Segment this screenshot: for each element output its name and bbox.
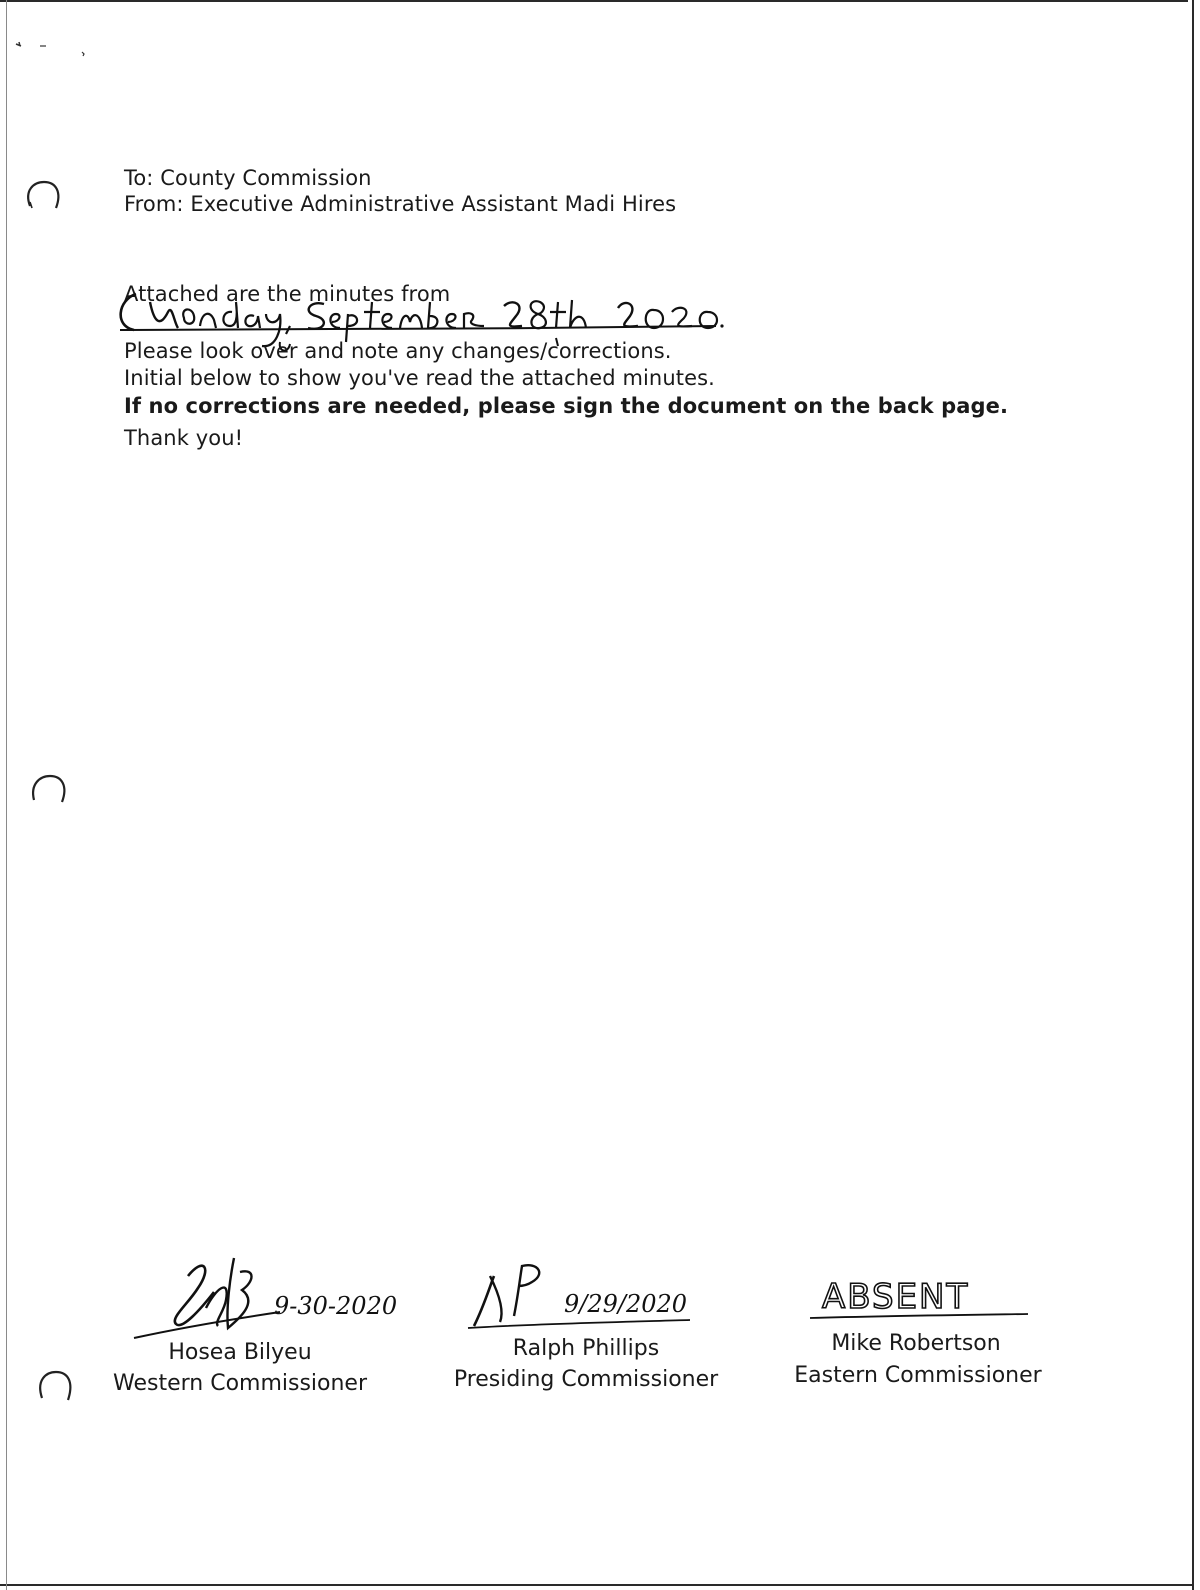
memo-sign-instruction: If no corrections are needed, please sign the document on the back page. <box>124 394 1009 418</box>
mike-robertson-title: Eastern Commissioner <box>794 1363 1042 1388</box>
absent-handwritten-text: ABSENT <box>822 1277 970 1317</box>
memo-look-over-line: Please look over and note any changes/corrections. <box>124 339 672 363</box>
mike-robertson-absent-mark <box>808 1270 1038 1332</box>
memo-attached-line: Attached are the minutes from <box>124 282 451 306</box>
ralph-phillips-signature <box>460 1256 710 1336</box>
memo-to-line: To: County Commission <box>124 166 372 190</box>
page-border-top <box>0 0 1188 2</box>
ralph-phillips-name: Ralph Phillips <box>512 1336 660 1361</box>
scan-specks <box>12 36 92 66</box>
memo-initial-line: Initial below to show you've read the attached minutes. <box>124 366 715 390</box>
memo-from-line: From: Executive Administrative Assistant Madi Hires <box>124 192 677 216</box>
page-border-left <box>6 0 7 1590</box>
page-border-bottom <box>0 1584 1194 1586</box>
hosea-bilyeu-name: Hosea Bilyeu <box>168 1340 312 1365</box>
ralph-phillips-title: Presiding Commissioner <box>453 1367 719 1392</box>
hole-punch-mark <box>22 178 62 218</box>
page-border-right <box>1192 0 1194 1590</box>
ralph-phillips-signed-date: 9/29/2020 <box>564 1290 688 1318</box>
hosea-bilyeu-title: Western Commissioner <box>112 1371 368 1396</box>
mike-robertson-name: Mike Robertson <box>831 1331 1001 1356</box>
hole-punch-mark <box>34 1368 74 1408</box>
memo-thanks-line: Thank you! <box>124 426 244 450</box>
hosea-bilyeu-signature <box>130 1248 400 1344</box>
hole-punch-mark <box>28 772 68 812</box>
hosea-bilyeu-signed-date: 9-30-2020 <box>274 1292 398 1320</box>
